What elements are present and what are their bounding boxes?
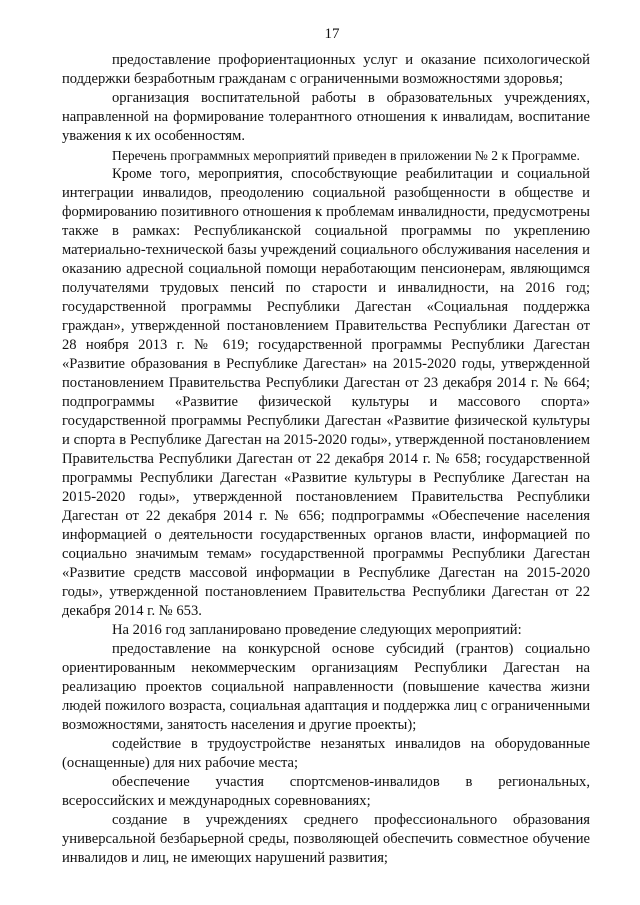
paragraph-employment: содействие в трудоустройстве незанятых инвалидов на оборудованные (оснащенные) для них рабочие места;	[62, 736, 590, 771]
paragraph-related-programs: Кроме того, мероприятия, способствующие реабилитации и социальной интеграции инвалидов, преодолению социальной разобщенности в обществе и формированию позитивного отношения к проблемам инвалидности, предусмотрены также в рамках: Республиканской социальной программы по укреплению материально-технической базы учреждений социального обслуживания населения и оказанию адресной социальной помощи неработающим пенсионерам, являющимся получателями трудовых пенсий по старости и инвалидности, на 2016 год; государственной программы Республики Дагестан «Социальная поддержка граждан», утвержденной постановлением Правительства Республики Дагестан от 28 ноября 2013 г. № 619; государственной программы Республики Дагестан «Развитие образования в Республике Дагестан» на 2015-2020 годы, утвержденной постановлением Правительства Республики Дагестан от 23 декабря 2014 г. № 664; подпрограммы «Развитие физической культуры и массового спорта» государственной программы Республики Дагестан «Развитие физической культуры и спорта в Республике Дагестан на 2015-2020 годы», утвержденной постановлением Правительства Республики Дагестан от 22 декабря 2014 г. № 658; государственной программы Республики Дагестан «Развитие культуры в Республике Дагестан на 2015-2020 годы», утвержденной постановлением Правительства Республики Дагестан от 22 декабря 2014 г. № 656; подпрограммы «Обеспечение населения информацией о деятельности государственных органов власти, информацией по социально значимым темам» государственной программы Республики Дагестан «Развитие средств массовой информации в Республике Дагестан на 2015-2020 годы», утвержденной постановлением Правительства Республики Дагестан от 22 декабря 2014 г. № 653.	[62, 166, 590, 619]
paragraph-planned-2016: На 2016 год запланировано проведение следующих мероприятий:	[112, 622, 522, 638]
paragraph-grants: предоставление на конкурсной основе субсидий (грантов) социально ориентированным некоммерческим организациям Республики Дагестан на реализацию проектов социальной направленности (повышение качества жизни людей пожилого возраста, социальная адаптация и поддержка лиц с ограниченными возможностями, занятость населения и другие проекты);	[62, 641, 590, 733]
paragraph-educational-work: организация воспитательной работы в образовательных учреждениях, направленной на формирование толерантного отношения к инвалидам, воспитание уважения к их особенностям.	[62, 90, 590, 144]
paragraph-sports: обеспечение участия спортсменов-инвалидов в региональных, всероссийских и международных соревнованиях;	[62, 774, 590, 809]
paragraph-measures-list: Перечень программных мероприятий приведен в приложении № 2 к Программе.	[112, 148, 580, 163]
paragraph-barrier-free: создание в учреждениях среднего профессионального образования универсальной безбарьерной среды, позволяющей обеспечить совместное обучение инвалидов и лиц, не имеющих нарушений развития;	[62, 812, 590, 866]
page-number: 17	[324, 26, 340, 42]
paragraph-career-guidance: предоставление профориентационных услуг и оказание психологической поддержки безработным гражданам с ограниченными возможностями здоровья;	[62, 52, 590, 87]
